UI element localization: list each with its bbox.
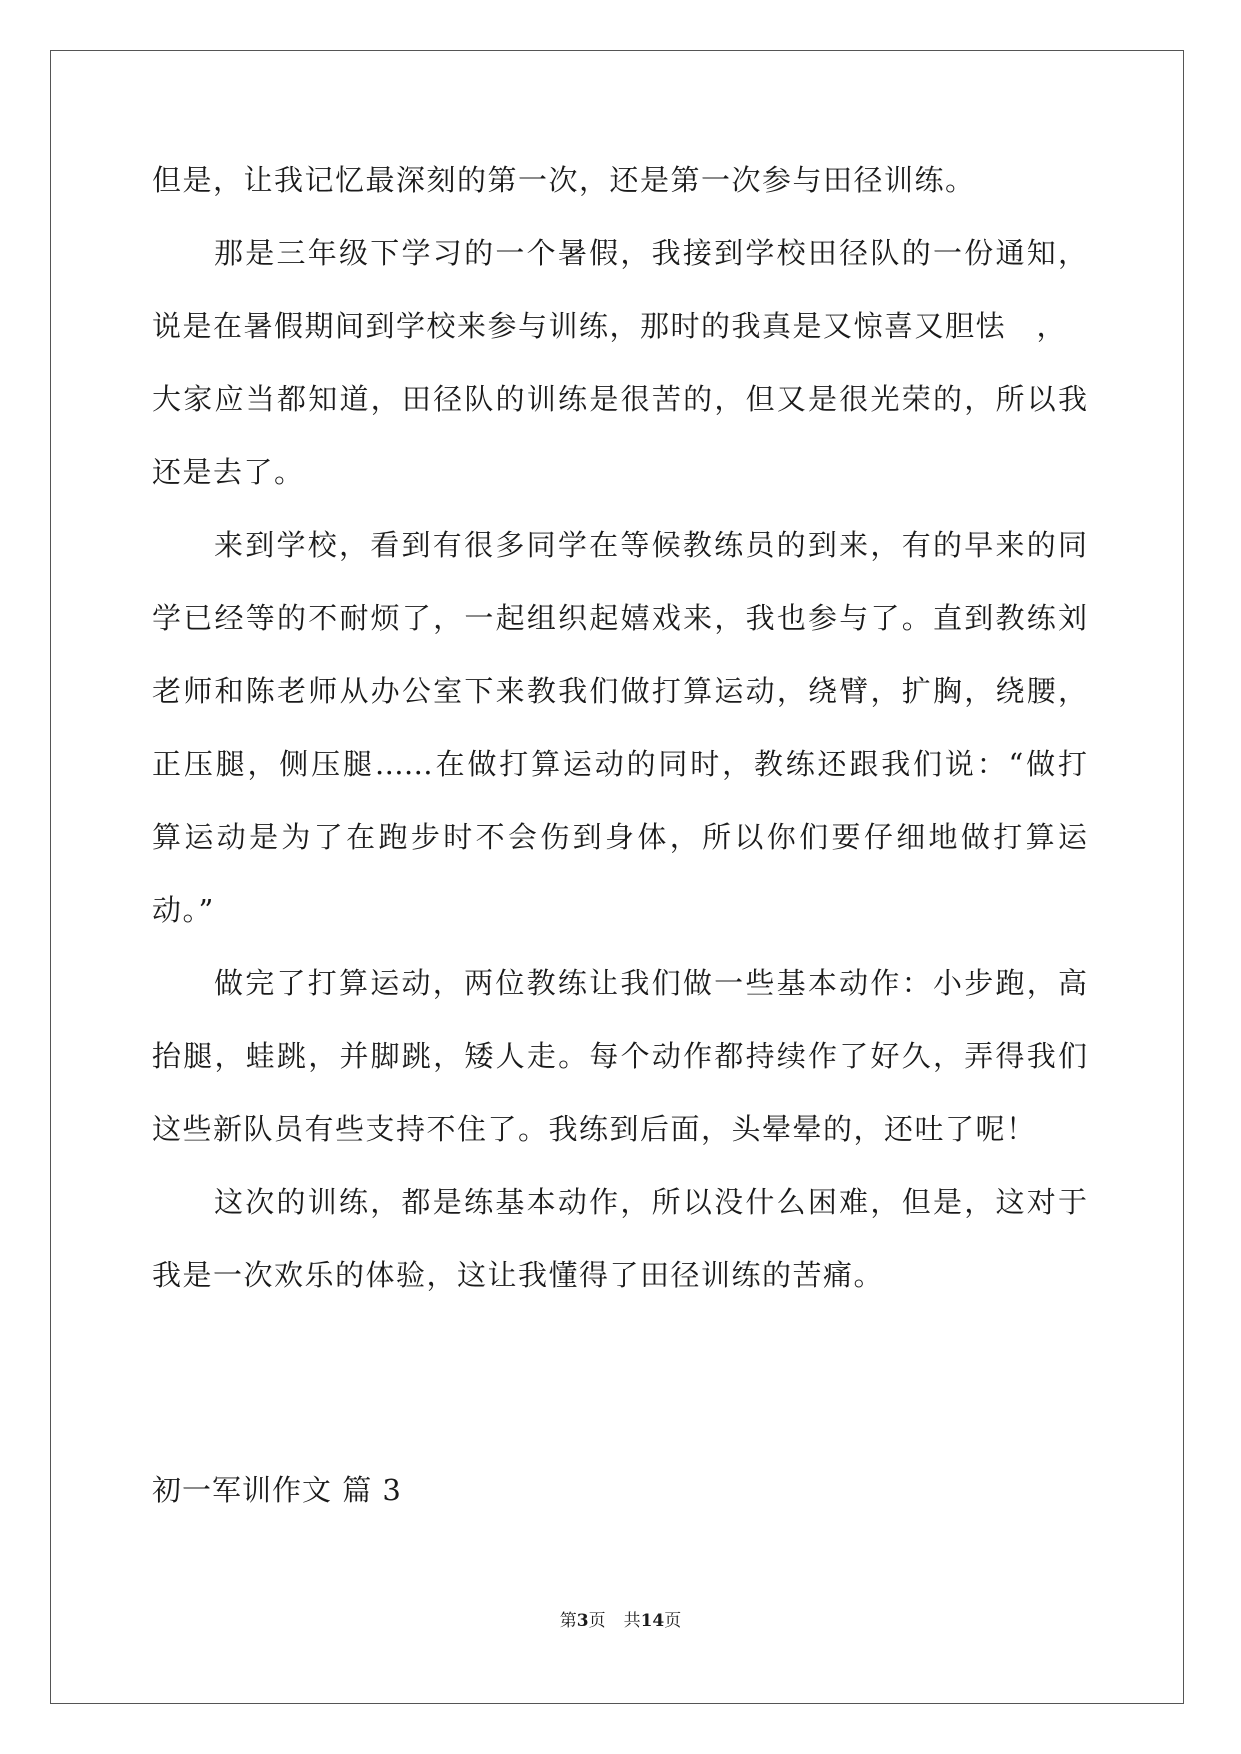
paragraph-line: 我是一次欢乐的体验，这让我懂得了田径训练的苦痛。 xyxy=(152,1258,885,1292)
paragraph-line: 但是，让我记忆最深刻的第一次，还是第一次参与田径训练。 xyxy=(152,163,976,197)
paragraph-line: 正压腿，侧压腿……在做打算运动的同时，教练还跟我们说：“做打 xyxy=(152,747,1087,781)
paragraph-line: 说是在暑假期间到学校来参与训练，那时的我真是又惊喜又胆怯 ， xyxy=(152,309,1068,343)
page-border xyxy=(50,50,1184,1704)
paragraph-line: 来到学校，看到有很多同学在等候教练员的到来，有的早来的同 xyxy=(214,528,1087,562)
page-suffix: 页 xyxy=(588,1611,606,1631)
paragraph-line: 动。” xyxy=(152,893,215,927)
paragraph-line: 这次的训练，都是练基本动作，所以没什么困难，但是，这对于 xyxy=(214,1185,1087,1219)
paragraph-line: 算运动是为了在跑步时不会伤到身体，所以你们要仔细地做打算运 xyxy=(152,820,1087,854)
paragraph-line: 这些新队员有些支持不住了。我练到后面，头晕晕的，还吐了呢！ xyxy=(152,1112,1037,1146)
paragraph-line: 那是三年级下学习的一个暑假，我接到学校田径队的一份通知， xyxy=(214,236,1087,270)
paragraph-line: 抬腿，蛙跳，并脚跳，矮人走。每个动作都持续作了好久，弄得我们 xyxy=(152,1039,1087,1073)
total-prefix: 共 xyxy=(623,1611,641,1631)
paragraph-line: 老师和陈老师从办公室下来教我们做打算运动，绕臂，扩胸，绕腰， xyxy=(152,674,1087,708)
page-prefix: 第 xyxy=(559,1611,577,1631)
paragraph-line: 学已经等的不耐烦了，一起组织起嬉戏来，我也参与了。直到教练刘 xyxy=(152,601,1087,635)
paragraph-line: 做完了打算运动，两位教练让我们做一些基本动作：小步跑，高 xyxy=(214,966,1087,1000)
current-page-number: 3 xyxy=(576,1611,589,1631)
total-suffix: 页 xyxy=(664,1611,682,1631)
paragraph-line: 大家应当都知道，田径队的训练是很苦的，但又是很光荣的，所以我 xyxy=(152,382,1087,416)
total-page-count: 14 xyxy=(640,1611,665,1631)
paragraph-line: 还是去了。 xyxy=(152,455,305,489)
section-heading: 初一军训作文 篇 3 xyxy=(152,1473,402,1507)
page-number-footer xyxy=(0,1610,1241,1632)
